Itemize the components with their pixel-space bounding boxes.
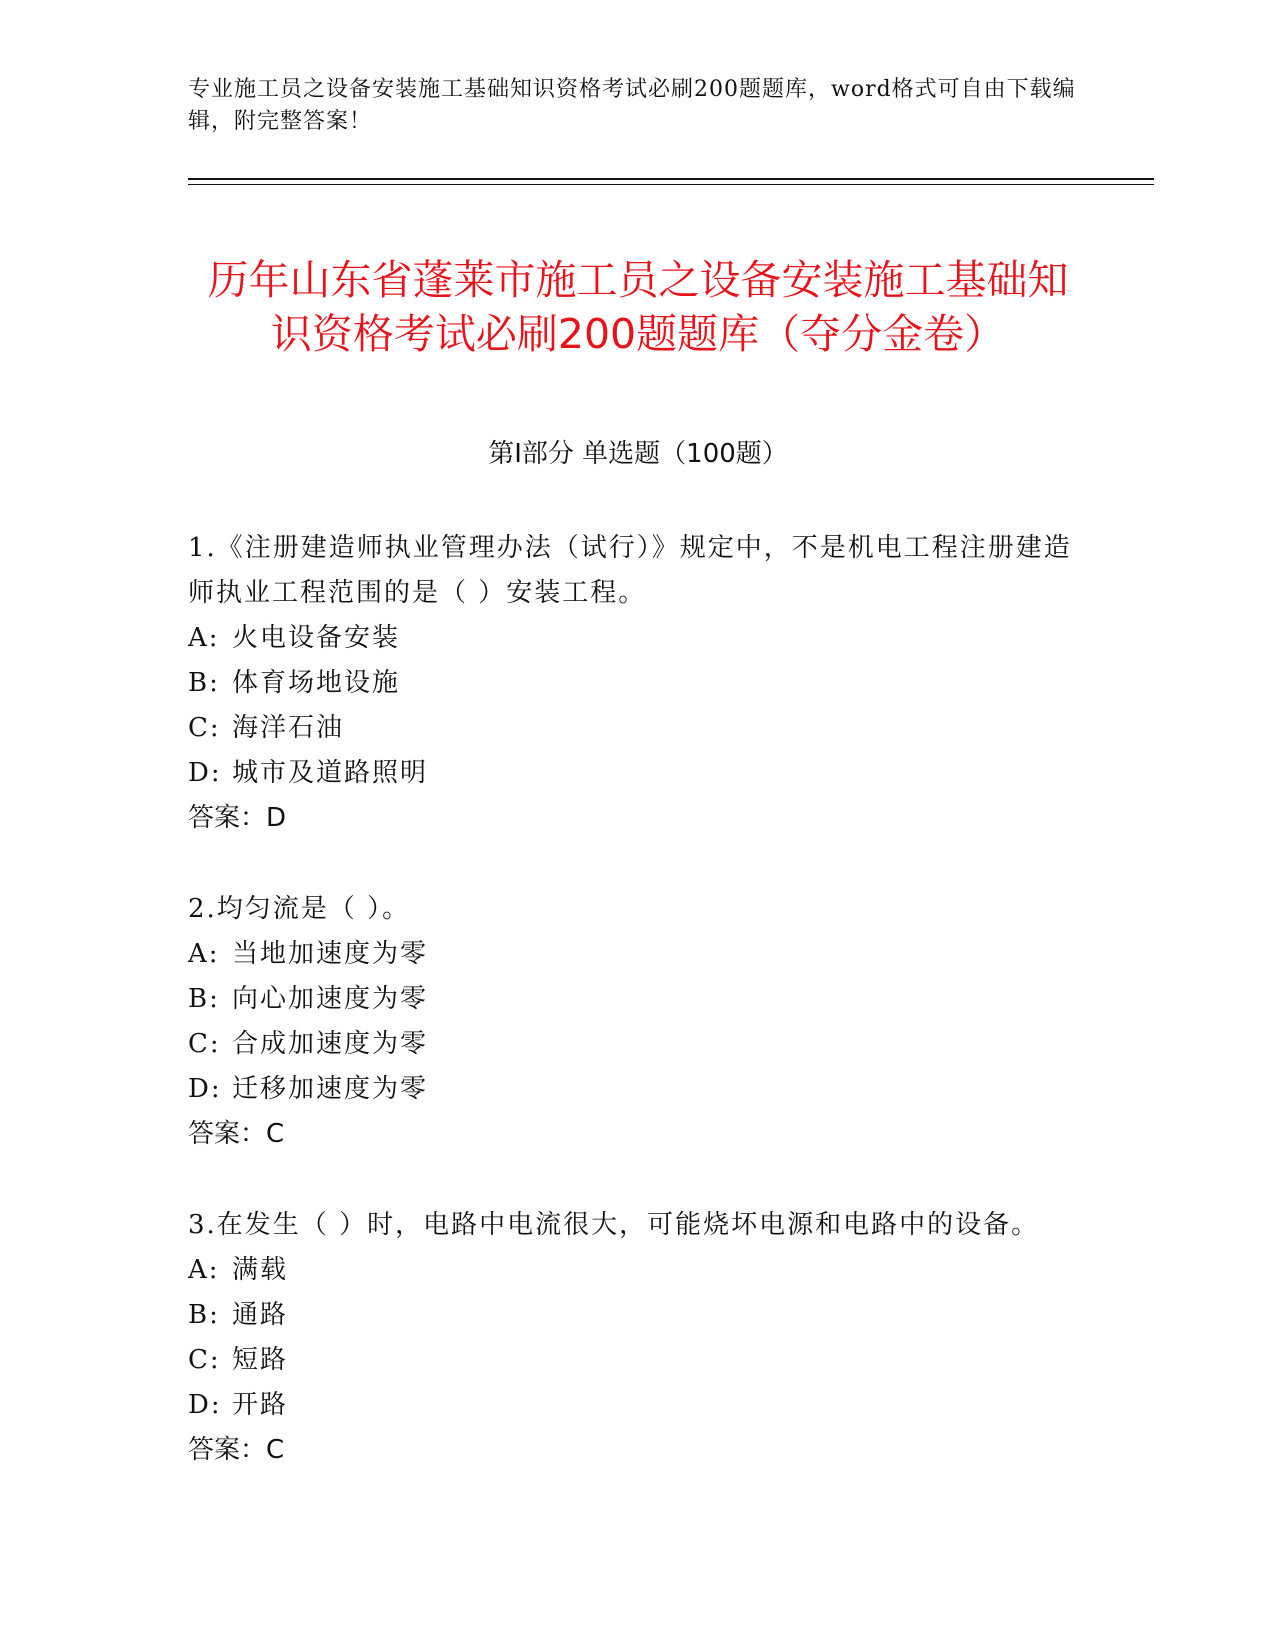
question-stem: 3.在发生（ ）时，电路中电流很大，可能烧坏电源和电路中的设备。 [188,1210,1040,1240]
question-stem: 2.均匀流是（ ）。 [188,894,411,924]
option-d [188,1067,1088,1112]
header-rule-thick [188,178,1154,180]
option-text: 海洋石油 [232,713,345,743]
option-letter: A: [188,623,220,653]
option-d [188,751,1088,796]
option-letter: B: [188,984,220,1014]
option-letter: B: [188,668,220,698]
question-2 [188,887,1088,1157]
option-c [188,1338,1088,1383]
option-text: 迁移加速度为零 [232,1074,429,1104]
answer: 答案：C [188,1435,285,1465]
question-1 [188,526,1088,841]
option-letter: B: [188,1300,220,1330]
option-letter: A: [188,939,220,969]
option-a [188,1248,1088,1293]
option-b [188,977,1088,1022]
option-letter: D: [188,1390,222,1420]
question-3 [188,1203,1088,1473]
option-letter: C: [188,1345,221,1375]
answer: 答案：D [188,803,287,833]
option-text: 城市及道路照明 [232,758,429,788]
option-text: 向心加速度为零 [232,984,429,1014]
option-b [188,1293,1088,1338]
header-note: 专业施工员之设备安装施工基础知识资格考试必刷200题题库，word格式可自由下载编辑，附完整答案！ [188,77,1076,134]
option-d [188,1383,1088,1428]
option-letter: C: [188,1029,221,1059]
option-b [188,661,1088,706]
question-stem: 1.《注册建造师执业管理办法（试行）》规定中，不是机电工程注册建造师执业工程范围的是（ ）安装工程。 [188,533,1072,608]
option-text: 满载 [232,1255,289,1285]
option-a [188,932,1088,977]
option-text: 体育场地设施 [232,668,401,698]
option-text: 火电设备安装 [232,623,401,653]
answer: 答案：C [188,1119,285,1149]
question-list [188,526,1088,1519]
option-text: 通路 [232,1300,289,1330]
option-text: 当地加速度为零 [232,939,429,969]
option-letter: C: [188,713,221,743]
option-a [188,616,1088,661]
option-letter: A: [188,1255,220,1285]
option-letter: D: [188,758,222,788]
option-text: 短路 [232,1345,289,1375]
option-c [188,1022,1088,1067]
document-title: 历年山东省蓬莱市施工员之设备安装施工基础知识资格考试必刷200题题库（夺分金卷） [207,256,1069,359]
section-heading: 第Ⅰ部分 单选题（100题） [488,439,788,469]
header-rule-thin [188,184,1154,185]
option-text: 合成加速度为零 [232,1029,429,1059]
option-letter: D: [188,1074,222,1104]
option-c [188,706,1088,751]
option-text: 开路 [232,1390,289,1420]
